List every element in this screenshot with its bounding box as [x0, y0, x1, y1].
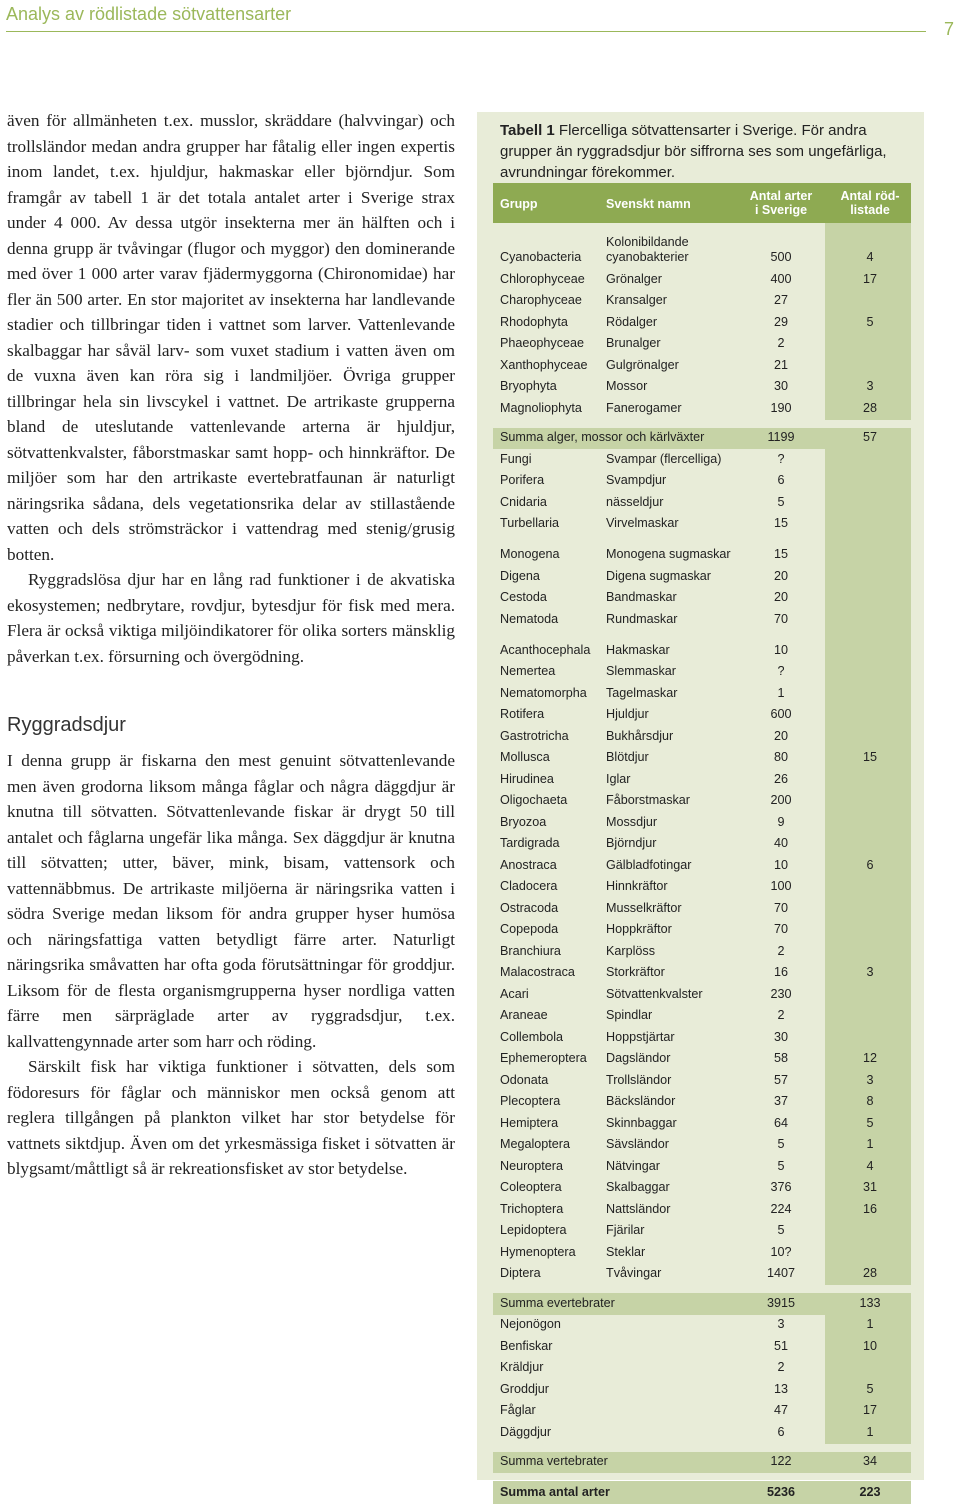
- cell-species-count: 5236: [766, 1485, 796, 1499]
- table-row: [493, 1135, 911, 1157]
- cell-species-count: 26: [773, 771, 788, 786]
- cell-redlisted-count: 4: [866, 250, 874, 264]
- cell-redlisted-count: 4: [866, 1158, 874, 1173]
- cell-swedish-name: Hjuldjur: [606, 707, 649, 721]
- table-row: [493, 291, 911, 313]
- cell-species-count: 30: [773, 1029, 788, 1044]
- cell-species-count: 1199: [767, 430, 795, 444]
- table-row: [493, 631, 911, 662]
- cell-swedish-name: Steklar: [606, 1244, 646, 1259]
- header-swedish-name: Svenskt namn: [606, 197, 691, 211]
- redlist-column-shade: [825, 941, 911, 963]
- table-row: [493, 705, 911, 727]
- cell-group: Diptera: [500, 1266, 541, 1280]
- cell-redlisted-count: 3: [866, 379, 874, 393]
- cell-species-count: 51: [773, 1338, 788, 1353]
- redlist-column-shade: [825, 609, 911, 631]
- redlist-column-shade: [825, 566, 911, 588]
- cell-species-count: 29: [773, 314, 788, 329]
- table-spacer: [493, 1473, 911, 1481]
- cell-redlisted-count: 1: [866, 1137, 874, 1151]
- redlist-column-shade: [825, 877, 911, 899]
- cell-swedish-name: Bukhårsdjur: [606, 728, 674, 743]
- cell-swedish-name: Hoppkräftor: [606, 922, 672, 936]
- redlist-column-shade: [825, 449, 911, 471]
- table-row: [493, 683, 911, 705]
- cell-group: Hymenoptera: [500, 1244, 576, 1259]
- table-summary-row: [493, 1452, 911, 1474]
- cell-species-count: 80: [773, 750, 788, 764]
- table-row: [493, 1379, 911, 1401]
- table-row: [493, 355, 911, 377]
- redlist-column-shade: [825, 492, 911, 514]
- table-row: [493, 877, 911, 899]
- header-count-line1: Antal arter: [749, 189, 813, 203]
- cell-species-count: 47: [773, 1403, 788, 1417]
- cell-swedish-name: Sötvattenkvalster: [606, 986, 703, 1001]
- cell-group: Copepoda: [500, 922, 559, 936]
- table-row: [493, 514, 911, 536]
- cell-species-count: 200: [770, 793, 792, 807]
- cell-swedish-name: Gulgrönalger: [606, 357, 679, 372]
- table-row: [493, 963, 911, 985]
- cell-species-count: 64: [773, 1115, 788, 1130]
- cell-species-count: 600: [770, 707, 792, 721]
- cell-species-count: 230: [770, 986, 792, 1001]
- page-header: [0, 0, 960, 60]
- cell-group: Xanthophyceae: [500, 357, 588, 372]
- section-heading: Ryggradsdjur: [7, 714, 126, 736]
- table-row: [493, 1336, 911, 1358]
- cell-group: Ostracoda: [500, 900, 559, 915]
- table-row: [493, 449, 911, 471]
- table-panel: [477, 112, 924, 1499]
- cell-species-count: 6: [777, 473, 785, 487]
- cell-species-count: 5: [777, 1137, 785, 1151]
- cell-group: Lepidoptera: [500, 1223, 567, 1237]
- table-row: [493, 748, 911, 770]
- cell-redlisted-count: 5: [866, 314, 874, 329]
- cell-species-count: 10: [773, 642, 788, 657]
- cell-species-count: 190: [770, 400, 792, 415]
- cell-species-count: 20: [773, 568, 788, 583]
- cell-swedish-name: Fanerogamer: [606, 400, 682, 415]
- cell-swedish-name: Björndjur: [606, 836, 657, 850]
- cell-species-count: 5: [777, 1158, 785, 1173]
- cell-group: Acari: [500, 986, 529, 1001]
- redlist-column-shade: [825, 1242, 911, 1264]
- table-row: [493, 535, 911, 566]
- cell-group: Branchiura: [500, 943, 561, 958]
- redlist-column-shade: [825, 920, 911, 942]
- cell-swedish-name: Mossor: [606, 379, 648, 393]
- cell-swedish-name: Fjärilar: [606, 1223, 645, 1237]
- cell-swedish-name: Tagelmaskar: [606, 685, 678, 700]
- cell-swedish-name: Bäcksländor: [606, 1094, 676, 1108]
- cell-group: Fåglar: [500, 1403, 536, 1417]
- cell-redlisted-count: 1: [866, 1317, 874, 1331]
- cell-species-count: 27: [773, 293, 788, 307]
- table-row: [493, 812, 911, 834]
- cell-species-count: 10?: [770, 1244, 792, 1259]
- cell-species-count: ?: [777, 664, 785, 678]
- table-row: [493, 1178, 911, 1200]
- header-divider: [6, 31, 926, 32]
- cell-group: Kräldjur: [500, 1360, 544, 1374]
- cell-swedish-name: Kolonibildande cyanobakterier: [606, 235, 689, 264]
- cell-group: Cladocera: [500, 879, 558, 893]
- table-spacer: [493, 1285, 911, 1293]
- cell-group: Tardigrada: [500, 836, 560, 850]
- table-row: [493, 1156, 911, 1178]
- header-redlisted-line2: listade: [850, 203, 890, 217]
- cell-species-count: 15: [773, 516, 788, 530]
- cell-redlisted-count: 16: [862, 1201, 877, 1216]
- cell-species-count: 5: [777, 494, 785, 509]
- cell-swedish-name: Monogena sugmaskar: [606, 547, 731, 561]
- table-summary-row: [493, 1293, 911, 1315]
- cell-group: Digena: [500, 568, 540, 583]
- cell-swedish-name: Blötdjur: [606, 750, 649, 764]
- cell-species-count: 2: [777, 943, 785, 958]
- cell-swedish-name: Nätvingar: [606, 1158, 660, 1173]
- redlist-column-shade: [825, 898, 911, 920]
- cell-redlisted-count: 133: [859, 1295, 881, 1310]
- cell-species-count: 376: [770, 1180, 792, 1194]
- cell-group: Magnoliophyta: [500, 400, 582, 415]
- header-redlisted-line1: Antal röd-: [840, 189, 900, 203]
- redlist-column-shade: [825, 291, 911, 313]
- cell-species-count: 40: [773, 836, 788, 850]
- cell-species-count: 5: [777, 1223, 785, 1237]
- redlist-column-shade: [825, 705, 911, 727]
- cell-swedish-name: Tvåvingar: [606, 1266, 662, 1280]
- cell-group: Turbellaria: [500, 516, 560, 530]
- cell-species-count: 1407: [766, 1266, 796, 1280]
- cell-group: Collembola: [500, 1029, 563, 1044]
- redlist-column-shade: [825, 588, 911, 610]
- cell-species-count: 30: [773, 379, 788, 393]
- cell-swedish-name: Rödalger: [606, 314, 658, 329]
- cell-swedish-name: Svampar (flercelliga): [606, 451, 722, 466]
- cell-group: Nematoda: [500, 611, 559, 626]
- cell-group: Nematomorpha: [500, 685, 587, 700]
- cell-species-count: 500: [770, 250, 792, 264]
- cell-redlisted-count: 57: [862, 430, 877, 444]
- cell-group: Nemertea: [500, 664, 556, 678]
- table-row: [493, 898, 911, 920]
- table-spacer: [493, 1444, 911, 1452]
- cell-group: Groddjur: [500, 1381, 549, 1396]
- table-caption-label: Tabell 1: [500, 122, 555, 139]
- cell-redlisted-count: 5: [866, 1381, 874, 1396]
- table-row: [493, 377, 911, 399]
- cell-redlisted-count: 15: [862, 750, 877, 764]
- cell-group: Plecoptera: [500, 1094, 561, 1108]
- table-row: [493, 1221, 911, 1243]
- redlist-column-shade: [825, 1358, 911, 1380]
- table-row: [493, 492, 911, 514]
- cell-swedish-name: Mossdjur: [606, 814, 658, 829]
- table-row: [493, 1401, 911, 1423]
- cell-group: Neuroptera: [500, 1158, 564, 1173]
- cell-group: Mollusca: [500, 750, 550, 764]
- cell-redlisted-count: 3: [866, 1072, 874, 1087]
- cell-swedish-name: Dagsländor: [606, 1051, 671, 1065]
- cell-species-count: 70: [773, 900, 788, 915]
- table-caption-text: Flercelliga sötvattensarter i Sverige. För andra grupper än ryggradsdjur bör siffrorna ses som ungefärliga, avrundningar förekommer.: [500, 122, 887, 181]
- cell-redlisted-count: 223: [859, 1485, 881, 1499]
- cell-group: Fungi: [500, 451, 532, 466]
- paragraph: Särskilt fisk har viktiga funktioner i sötvatten, dels som födoresurs för fåglar och människor men också genom att reglera tillgången på plankton vilket har stor betydelse för vattnets siktdjup. Även om det yrkesmässiga fisket i sötvatten är blygsamt/måttligt så är rekreationsfisket av stor betydelse.: [7, 1057, 455, 1178]
- cell-group: Araneae: [500, 1008, 548, 1022]
- cell-swedish-name: Gälbladfotingar: [606, 857, 692, 872]
- cell-swedish-name: Karplöss: [606, 943, 655, 958]
- redlist-column-shade: [825, 334, 911, 356]
- cell-group: Summa antal arter: [500, 1485, 610, 1499]
- table-row: [493, 223, 911, 269]
- cell-group: Megaloptera: [500, 1137, 571, 1151]
- table-row: [493, 566, 911, 588]
- cell-swedish-name: Iglar: [606, 771, 631, 786]
- cell-swedish-name: Hoppstjärtar: [606, 1029, 675, 1044]
- cell-swedish-name: Bandmaskar: [606, 590, 677, 604]
- cell-group: Trichoptera: [500, 1201, 564, 1216]
- cell-species-count: 100: [770, 879, 792, 893]
- table-summary-row: [493, 428, 911, 450]
- cell-species-count: 58: [773, 1051, 788, 1065]
- cell-swedish-name: Virvelmaskar: [606, 516, 679, 530]
- cell-group: Cnidaria: [500, 494, 547, 509]
- cell-group: Monogena: [500, 547, 560, 561]
- cell-species-count: 122: [770, 1454, 792, 1468]
- redlist-column-shade: [825, 535, 911, 566]
- cell-group: Rotifera: [500, 707, 545, 721]
- cell-group: Bryophyta: [500, 379, 557, 393]
- cell-swedish-name: Grönalger: [606, 271, 663, 286]
- cell-redlisted-count: 17: [862, 271, 877, 286]
- redlist-column-shade: [825, 631, 911, 662]
- redlist-column-shade: [825, 791, 911, 813]
- redlist-column-shade: [825, 355, 911, 377]
- cell-species-count: 13: [773, 1381, 788, 1396]
- cell-species-count: 37: [773, 1094, 788, 1108]
- cell-species-count: 2: [777, 1008, 785, 1022]
- redlist-column-shade: [825, 662, 911, 684]
- table-row: [493, 920, 911, 942]
- redlist-column-shade: [825, 812, 911, 834]
- cell-species-count: 15: [773, 547, 788, 561]
- cell-group: Oligochaeta: [500, 793, 568, 807]
- cell-redlisted-count: 28: [862, 1266, 877, 1280]
- cell-species-count: 10: [773, 857, 788, 872]
- cell-species-count: 70: [773, 922, 788, 936]
- cell-swedish-name: Fåborstmaskar: [606, 793, 690, 807]
- body-text-column: [7, 108, 455, 1182]
- table-row: [493, 791, 911, 813]
- cell-species-count: 9: [777, 814, 785, 829]
- table-grand-total-row: [493, 1481, 911, 1504]
- cell-species-count: 20: [773, 590, 788, 604]
- table-row: [493, 1264, 911, 1286]
- cell-group: Ephemeroptera: [500, 1051, 587, 1065]
- header-count-line2: i Sverige: [754, 203, 808, 217]
- table-row: [493, 941, 911, 963]
- running-title: Analys av rödlistade sötvattensarter: [6, 4, 292, 24]
- cell-swedish-name: Storkräftor: [606, 965, 665, 979]
- table-row: [493, 662, 911, 684]
- cell-group: Däggdjur: [500, 1424, 552, 1439]
- cell-species-count: 3: [777, 1317, 785, 1331]
- table-row: [493, 769, 911, 791]
- redlist-column-shade: [825, 683, 911, 705]
- cell-redlisted-count: 28: [862, 400, 877, 415]
- redlist-column-shade: [825, 834, 911, 856]
- cell-group: Benfiskar: [500, 1338, 553, 1353]
- cell-group: Phaeophyceae: [500, 336, 585, 350]
- cell-group: Cestoda: [500, 590, 547, 604]
- cell-swedish-name: Hinnkräftor: [606, 879, 668, 893]
- redlist-column-shade: [825, 1221, 911, 1243]
- cell-group: Odonata: [500, 1072, 549, 1087]
- cell-species-count: 57: [773, 1072, 788, 1087]
- table-row: [493, 334, 911, 356]
- redlist-column-shade: [825, 471, 911, 493]
- table-row: [493, 312, 911, 334]
- cell-swedish-name: Skalbaggar: [606, 1180, 670, 1194]
- cell-group: Coleoptera: [500, 1180, 562, 1194]
- table-row: [493, 471, 911, 493]
- header-group: Grupp: [500, 197, 538, 211]
- cell-swedish-name: Svampdjur: [606, 473, 667, 487]
- cell-redlisted-count: 5: [866, 1115, 874, 1130]
- cell-species-count: 6: [777, 1424, 785, 1439]
- redlist-column-shade: [825, 984, 911, 1006]
- cell-swedish-name: Hakmaskar: [606, 642, 670, 657]
- table-row: [493, 1422, 911, 1444]
- cell-group: Anostraca: [500, 857, 557, 872]
- table-row: [493, 269, 911, 291]
- cell-swedish-name: Digena sugmaskar: [606, 568, 711, 583]
- cell-group: Summa alger, mossor och kärlväxter: [500, 430, 705, 444]
- table-row: [493, 855, 911, 877]
- table-body: [493, 223, 911, 1504]
- paragraph: även för allmänheten t.ex. musslor, skräddare (halvvingar) och trollsländor medan andra grupper har fåtalig eller ingen expertis inom landet, t.ex. hjuldjur, hakmaskar eller björndjur. Som framgår av tabell 1 är det totala antalet arter i Sverige strax under 4 000. Av dessa utgör insekterna mer än hälften och i denna grupp är tvåvingar (flugor och myggor) den dominerande med över 1 000 arter varav fjädermyggorna (Chironomidae) har fler än 500 arter. En stor majoritet av insekterna har landlevande stadier och tillbringar tiden i vattnet som larver. Vattenlevande skalbaggar har såväl larv- som vuxet stadium i vatten även om de vuxna även kan röra sig i landmiljöer. Övriga grupper tillbringar hela sin livscykel i vattnet. De artrikaste grupperna bland de uteslutande vattenlevande arterna är hjuldjur, sötvattenkvalster, fåborstmaskar samt hopp- och hinnkräftor. De miljöer som har den artrikaste evertebratfaunan är naturligt näringsrika sådana, dels vegetationsrika delar av stillastående vatten och dels strömsträckor i vattendrag med stenig/grusig botten.: [7, 111, 455, 564]
- cell-group: Malacostraca: [500, 965, 575, 979]
- table-row: [493, 609, 911, 631]
- cell-species-count: 1: [777, 685, 785, 700]
- cell-redlisted-count: 34: [862, 1454, 877, 1468]
- cell-group: Summa evertebrater: [500, 1295, 615, 1310]
- cell-species-count: 2: [777, 336, 785, 350]
- cell-redlisted-count: 31: [862, 1180, 877, 1194]
- cell-group: Hemiptera: [500, 1115, 559, 1130]
- table-row: [493, 1242, 911, 1264]
- cell-redlisted-count: 10: [862, 1338, 877, 1353]
- table-row: [493, 398, 911, 420]
- paragraph: I denna grupp är fiskarna den mest genuint sötvattenlevande men även grodorna liksom många fåglar och några däggdjur är knutna till sötvatten. Sötvattenlevande fiskar är drygt 50 till antalet och fåglarna ungefär lika många. Sex däggdjur är knutna till sötvatten; utter, bäver, mink, bisam, vattensork och vattennäbbmus. De artrikaste miljöerna är näringsrika vatten i södra Sverige medan liksom för andra grupper hyser humösa och näringsfattiga vatten betydligt färre arter. Naturligt näringsrika småvatten har ofta goda förutsättningar för groddjur. Liksom för de flesta organismgrupperna hyser nordliga vatten färre men särpräglade arter av ryggradsdjur, t.ex. kallvattengynnade arter som harr och röding.: [7, 751, 455, 1051]
- redlist-column-shade: [825, 769, 911, 791]
- cell-group: Gastrotricha: [500, 728, 569, 743]
- cell-swedish-name: Rundmaskar: [606, 611, 678, 626]
- cell-redlisted-count: 1: [866, 1424, 874, 1439]
- cell-species-count: ?: [777, 451, 785, 466]
- cell-species-count: 2: [777, 1360, 785, 1374]
- paragraph: Ryggradslösa djur har en lång rad funktioner i de akvatiska ekosystemen; nedbrytare, rovdjur, bytesdjur för fisk med mera. Flera är också viktiga miljöindikatorer för olika sorters mänsklig påverkan t.ex. försurning och övergödning.: [7, 570, 455, 666]
- table-row: [493, 1199, 911, 1221]
- table-row: [493, 834, 911, 856]
- table-row: [493, 1092, 911, 1114]
- cell-swedish-name: Slemmaskar: [606, 664, 676, 678]
- cell-species-count: 21: [773, 357, 788, 372]
- cell-species-count: 3915: [766, 1295, 796, 1310]
- cell-redlisted-count: 3: [866, 965, 874, 979]
- cell-redlisted-count: 12: [862, 1051, 877, 1065]
- cell-group: Bryozoa: [500, 814, 547, 829]
- cell-redlisted-count: 8: [866, 1094, 874, 1108]
- table-row: [493, 1358, 911, 1380]
- cell-swedish-name: Musselkräftor: [606, 900, 682, 915]
- cell-swedish-name: Kransalger: [606, 293, 667, 307]
- table-row: [493, 1113, 911, 1135]
- cell-species-count: 70: [773, 611, 788, 626]
- cell-redlisted-count: 6: [866, 857, 874, 872]
- table-row: [493, 588, 911, 610]
- table-spacer: [493, 420, 911, 428]
- redlist-column-shade: [825, 1027, 911, 1049]
- cell-swedish-name: Skinnbaggar: [606, 1115, 677, 1130]
- cell-redlisted-count: 17: [862, 1403, 877, 1417]
- cell-species-count: 400: [770, 271, 792, 286]
- cell-group: Hirudinea: [500, 771, 554, 786]
- cell-group: Summa vertebrater: [500, 1454, 608, 1468]
- cell-swedish-name: Nattsländor: [606, 1201, 671, 1216]
- cell-swedish-name: nässeldjur: [606, 494, 664, 509]
- cell-group: Acanthocephala: [500, 642, 591, 657]
- redlist-column-shade: [825, 514, 911, 536]
- cell-swedish-name: Spindlar: [606, 1008, 653, 1022]
- cell-swedish-name: Brunalger: [606, 336, 661, 350]
- table-row: [493, 984, 911, 1006]
- cell-group: Cyanobacteria: [500, 250, 582, 264]
- cell-group: Rhodophyta: [500, 314, 568, 329]
- cell-group: Porifera: [500, 473, 545, 487]
- cell-species-count: 16: [773, 965, 788, 979]
- cell-group: Charophyceae: [500, 293, 582, 307]
- cell-species-count: 224: [770, 1201, 792, 1216]
- table-row: [493, 1049, 911, 1071]
- page-number: 7: [944, 19, 955, 39]
- redlist-column-shade: [825, 1006, 911, 1028]
- redlist-column-shade: [825, 726, 911, 748]
- table-caption: [500, 120, 910, 183]
- table-header-row: [493, 183, 911, 223]
- table-row: [493, 1070, 911, 1092]
- cell-swedish-name: Sävsländor: [606, 1137, 670, 1151]
- cell-group: Nejonögon: [500, 1317, 561, 1331]
- cell-swedish-name: Trollsländor: [606, 1072, 672, 1087]
- cell-species-count: 20: [773, 728, 788, 743]
- cell-group: Chlorophyceae: [500, 271, 585, 286]
- table-row: [493, 726, 911, 748]
- table-row: [493, 1315, 911, 1337]
- table-row: [493, 1027, 911, 1049]
- table-row: [493, 1006, 911, 1028]
